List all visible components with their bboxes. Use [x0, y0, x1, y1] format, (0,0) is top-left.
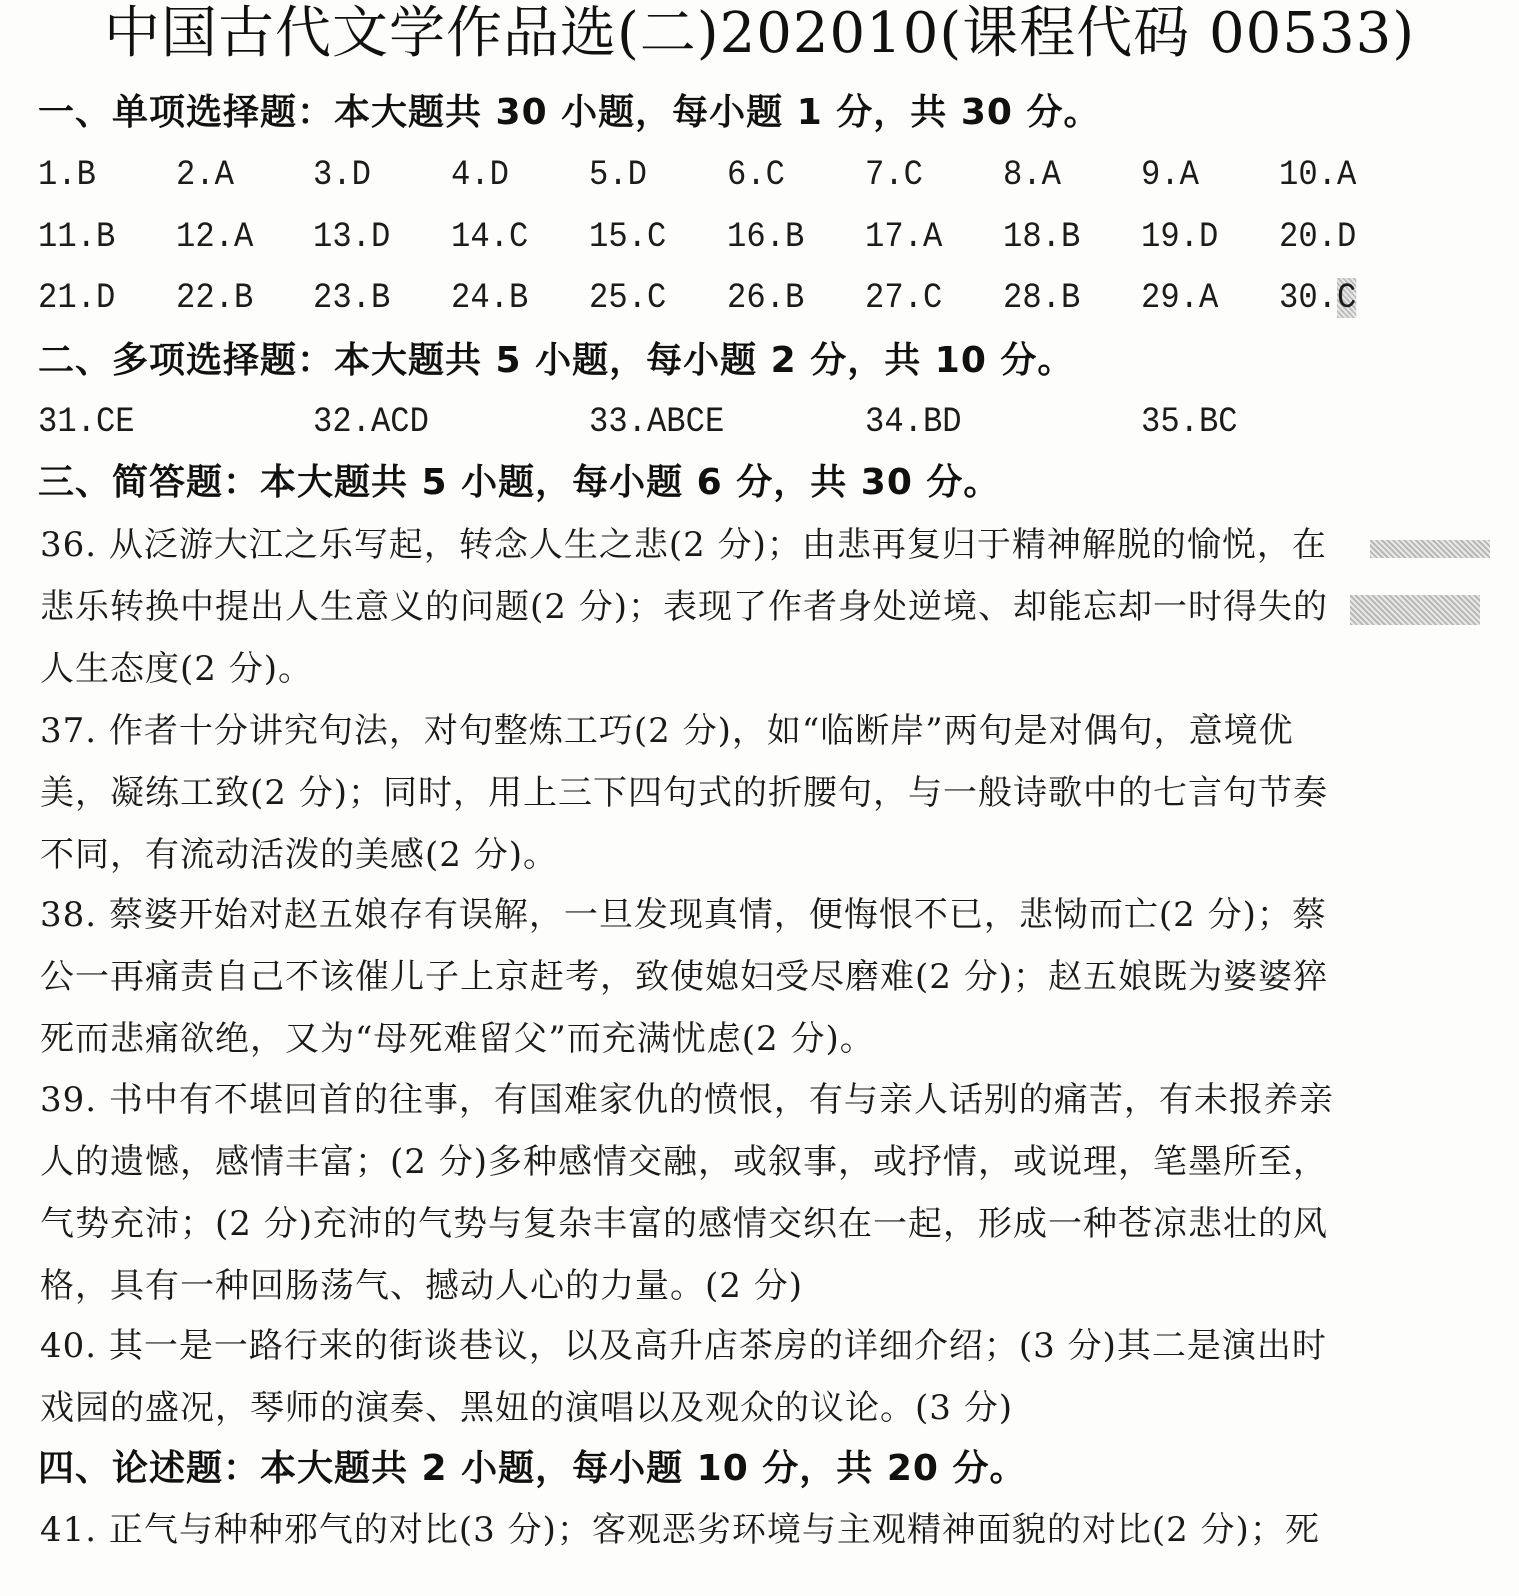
section-heading-essay: 四、论述题：本大题共 2 小题，每小题 10 分，共 20 分。 [38, 1448, 1027, 1489]
answer-item: 7 . C [865, 153, 923, 197]
answer-text-line: 美，凝练工致(2 分)；同时，用上三下四句式的折腰句，与一般诗歌中的七言句节奏 [40, 773, 1328, 813]
answer-item: 9 . A [1141, 153, 1199, 197]
section-heading-single-choice: 一、单项选择题：本大题共 30 小题，每小题 1 分，共 30 分。 [38, 92, 1101, 133]
answer-item: 17 . A [865, 215, 942, 259]
scan-smudge [1370, 540, 1490, 558]
answer-text-line: 气势充沛；(2 分)充沛的气势与复杂丰富的感情交织在一起，形成一种苍凉悲壮的风 [40, 1204, 1328, 1244]
essay-answer-41 [40, 1499, 1480, 1561]
scan-smudge [1350, 595, 1480, 625]
answer-text-line: 不同，有流动活泼的美感(2 分)。 [40, 835, 558, 875]
short-answer-37 [40, 700, 1480, 886]
answer-item: 11 . B [38, 215, 115, 259]
answer-item: 32 . ACD [313, 400, 429, 444]
short-answer-36 [40, 514, 1480, 700]
answer-text-line: 人生态度(2 分)。 [40, 649, 313, 689]
answer-text-line: 戏园的盛况，琴师的演奏、黑妞的演唱以及观众的议论。(3 分) [40, 1388, 1013, 1428]
answer-item: 28 . B [1003, 276, 1080, 320]
answer-item: 22 . B [176, 276, 253, 320]
answer-text-line: 悲乐转换中提出人生意义的问题(2 分)；表现了作者身处逆境、却能忘却一时得失的 [40, 587, 1328, 627]
answer-item: 6 . C [727, 153, 785, 197]
answer-item: 23 . B [313, 276, 390, 320]
answer-item: 8 . A [1003, 153, 1061, 197]
answer-item: 31 . CE [38, 400, 135, 444]
section-heading-multiple-choice: 二、多项选择题：本大题共 5 小题，每小题 2 分，共 10 分。 [38, 340, 1075, 381]
answer-item: 25 . C [589, 276, 666, 320]
answer-item: 29 . A [1141, 276, 1218, 320]
answer-item: 5 . D [589, 153, 647, 197]
multiple-choice-answers [0, 400, 1519, 444]
answer-item: 34 . BD [865, 400, 962, 444]
answer-text-line: 格，具有一种回肠荡气、撼动人心的力量。(2 分) [40, 1266, 803, 1306]
answer-item: 2 . A [176, 153, 234, 197]
answer-item: 14 . C [451, 215, 528, 259]
answer-text-line: 38. 蔡婆开始对赵五娘存有误解，一旦发现真情，便悔恨不已，悲恸而亡(2 分)；蔡 [40, 895, 1327, 935]
answer-item: 18 . B [1003, 215, 1080, 259]
answer-text-line: 37. 作者十分讲究句法，对句整炼工巧(2 分)，如“临断岸”两句是对偶句，意境优 [40, 711, 1294, 751]
answer-text-line: 人的遗憾，感情丰富；(2 分)多种感情交融，或叙事，或抒情，或说理，笔墨所至， [40, 1142, 1328, 1182]
answer-item: 1 . B [38, 153, 96, 197]
answer-item: 27 . C [865, 276, 942, 320]
answer-item: 12 . A [176, 215, 253, 259]
answer-item: 30 . C [1279, 276, 1356, 320]
document-title: 中国古代文学作品选(二)202010(课程代码 00533) [103, 1, 1416, 66]
short-answer-38 [40, 884, 1480, 1070]
answer-row [0, 153, 1519, 197]
section-heading-short-answer: 三、简答题：本大题共 5 小题，每小题 6 分，共 30 分。 [38, 462, 1001, 503]
answer-text-line: 36. 从泛游大江之乐写起，转念人生之悲(2 分)；由悲再复归于精神解脱的愉悦，在 [40, 525, 1327, 565]
answer-item: 24 . B [451, 276, 528, 320]
answer-item: 26 . B [727, 276, 804, 320]
answer-text-line: 40. 其一是一路行来的街谈巷议，以及高升店茶房的详细介绍；(3 分)其二是演出时 [40, 1326, 1327, 1366]
answer-text-line: 公一再痛责自己不该催儿子上京赶考，致使媳妇受尽磨难(2 分)；赵五娘既为婆婆猝 [40, 957, 1328, 997]
answer-item: 33 . ABCE [589, 400, 724, 444]
answer-text-line: 41. 正气与种种邪气的对比(3 分)；客观恶劣环境与主观精神面貌的对比(2 分)；死 [40, 1510, 1320, 1550]
answer-item: 10 . A [1279, 153, 1356, 197]
answer-item: 21 . D [38, 276, 115, 320]
answer-row [0, 215, 1519, 259]
short-answer-40 [40, 1315, 1480, 1439]
answer-item: 3 . D [313, 153, 371, 197]
answer-row [0, 276, 1519, 320]
answer-item: 15 . C [589, 215, 666, 259]
answer-item: 19 . D [1141, 215, 1218, 259]
answer-text-line: 死而悲痛欲绝，又为“母死难留父”而充满忧虑(2 分)。 [40, 1019, 875, 1059]
answer-text-line: 39. 书中有不堪回首的往事，有国难家仇的愤恨，有与亲人话别的痛苦，有未报养亲 [40, 1080, 1334, 1120]
answer-item: 4 . D [451, 153, 509, 197]
answer-item: 35 . BC [1141, 400, 1238, 444]
answer-item: 13 . D [313, 215, 390, 259]
short-answer-39 [40, 1069, 1480, 1317]
answer-item: 20 . D [1279, 215, 1356, 259]
answer-item: 16 . B [727, 215, 804, 259]
